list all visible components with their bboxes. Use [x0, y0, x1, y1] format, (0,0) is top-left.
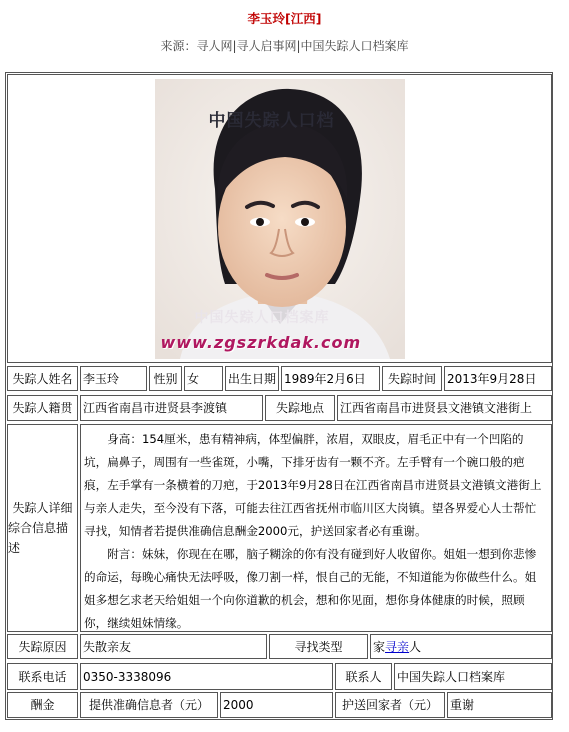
reward-info-label: 提供准确信息者（元） [80, 692, 218, 718]
desc-paragraph-2: 附言：妹妹，你现在在哪，脑子糊涂的你有没有碰到好人收留你。姐姐一想到你悲惨的命运，每晚心痛快无法呼吸，像刀割一样，恨自己的无能，不知道能为你做些什么。姐姐多想乞求老天给姐姐一个向你道歉的机会，想和你见面，想你身体健康的时候，照顾你，继续姐妹情缘。 [84, 547, 537, 630]
name-value: 李玉玲 [80, 366, 147, 391]
phone-value: 0350-3338096 [80, 663, 333, 690]
seek-type-suffix: 人 [409, 639, 422, 654]
photo-watermark-url: www.zgszrkdak.com [160, 332, 362, 352]
desc-paragraph-1: 身高：154厘米，患有精神病，体型偏胖，浓眉，双眼皮，眉毛正中有一个凹陷的坑，扁鼻子，周围有一些雀斑，小嘴，下排牙齿有一颗不齐。左手臂有一个碗口般的疤痕，左手掌有一条横着的刀疤，于2013年9月28日在江西省南昌市进贤县文港镇文港街上与亲人走失，至今没有下落，可能去往江西省抚州市临川区大岗镇。望各界爱心人士帮忙寻找，知情者若提供准确信息酬金2000元，护送回家者必有重谢。 [84, 432, 542, 538]
reason-label: 失踪原因 [7, 634, 78, 659]
page-title: 李玉玲[江西] [247, 11, 322, 26]
desc-label-line1: 失踪人详细 [12, 501, 73, 515]
desc-value [80, 424, 552, 632]
phone-label: 联系电话 [7, 663, 78, 690]
origin-value: 江西省南昌市进贤县李渡镇 [80, 395, 263, 421]
missing-place-value: 江西省南昌市进贤县文港镇文港街上 [337, 395, 552, 421]
photo-cell [7, 74, 552, 363]
desc-label [7, 424, 78, 632]
photo-watermark-top: 中国失踪人口档 [208, 110, 335, 131]
desc-label-line2: 综合信息描述 [8, 521, 69, 555]
seek-type-value [370, 634, 552, 659]
missing-time-label: 失踪时间 [382, 366, 442, 391]
gender-value: 女 [184, 366, 223, 391]
source-line: 来源：寻人网|寻人启事网|中国失踪人口档案库 [160, 39, 409, 53]
origin-label: 失踪人籍贯 [7, 395, 78, 421]
seek-type-prefix: 家 [373, 639, 386, 654]
reason-value: 失散亲友 [80, 634, 267, 659]
seek-type-label: 寻找类型 [269, 634, 368, 659]
contact-label: 联系人 [335, 663, 392, 690]
gender-label: 性别 [149, 366, 182, 391]
contact-value: 中国失踪人口档案库 [394, 663, 552, 690]
birth-value: 1989年2月6日 [281, 366, 380, 391]
reward-escort-label: 护送回家者（元） [335, 692, 445, 718]
missing-place-label: 失踪地点 [265, 395, 335, 421]
missing-time-value: 2013年9月28日 [444, 366, 552, 391]
name-label: 失踪人姓名 [7, 366, 78, 391]
reward-label: 酬金 [7, 692, 78, 718]
missing-person-photo [155, 79, 405, 359]
reward-escort-value: 重谢 [447, 692, 552, 718]
photo-watermark-mid: 中国失踪人口档案库 [194, 309, 330, 326]
seek-type-link[interactable]: 寻亲 [385, 639, 410, 654]
reward-info-value: 2000 [220, 692, 333, 718]
birth-label: 出生日期 [225, 366, 279, 391]
